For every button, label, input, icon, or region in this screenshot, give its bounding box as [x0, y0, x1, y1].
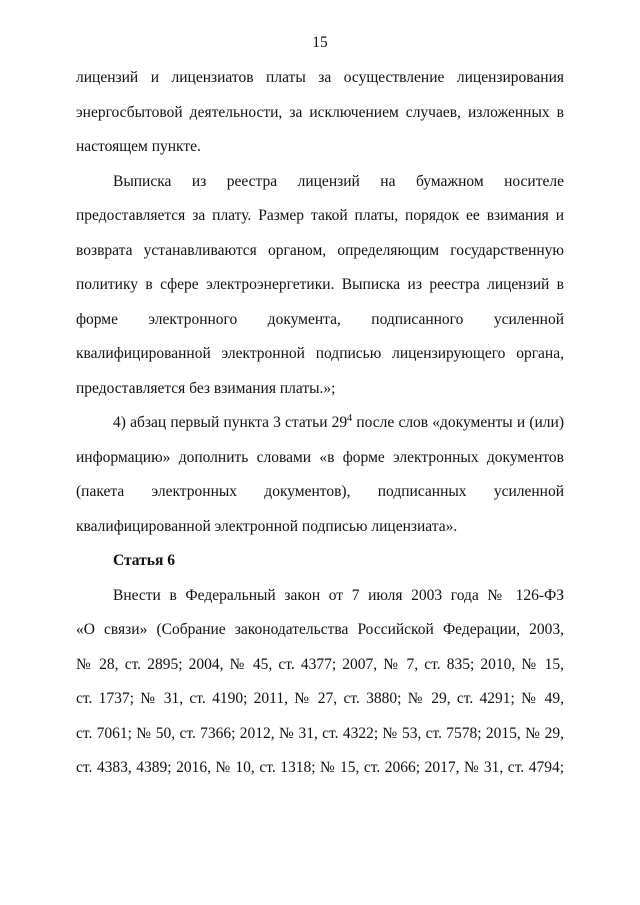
superscript-number: 4 — [347, 412, 353, 424]
paragraph-2-line-2: предоставляется за плату. Размер такой платы, порядок ее взимания и — [76, 207, 564, 224]
paragraph-2-line-5: форме электронного документа, подписанного усиленной — [76, 311, 564, 328]
paragraph-2-line-1: Выписка из реестра лицензий на бумажном носителе — [113, 173, 564, 190]
paragraph-3-line-2: информацию» дополнить словами «в форме электронных документов — [76, 449, 564, 466]
paragraph-3-line-1 — [113, 413, 564, 433]
paragraph-2-line-7: предоставляется без взимания платы.»; — [76, 380, 336, 397]
paragraph-2-line-6: квалифицированной электронной подписью лицензирующего органа, — [76, 345, 564, 362]
paragraph-2-line-3: возврата устанавливаются органом, определяющим государственную — [76, 242, 564, 259]
paragraph-1-line-3: настоящем пункте. — [76, 138, 201, 155]
page-number: 15 — [312, 34, 328, 51]
paragraph-1-line-2: энергосбытовой деятельности, за исключением случаев, изложенных в — [76, 104, 564, 121]
paragraph-4-line-3: № 28, ст. 2895; 2004, № 45, ст. 4377; 2007, № 7, ст. 835; 2010, № 15, — [76, 656, 564, 673]
paragraph-4-line-2: «О связи» (Собрание законодательства Российской Федерации, 2003, — [76, 621, 564, 638]
paragraph-4-line-5: ст. 7061; № 50, ст. 7366; 2012, № 31, ст. 4322; № 53, ст. 7578; 2015, № 29, — [76, 725, 564, 742]
paragraph-1-line-1: лицензий и лицензиатов платы за осуществление лицензирования — [76, 69, 564, 86]
paragraph-3-line-4: квалифицированной электронной подписью лицензиата». — [76, 518, 458, 535]
paragraph-2-line-4: политику в сфере электроэнергетики. Выписка из реестра лицензий в — [76, 276, 564, 293]
paragraph-3-line-1-start: 4) абзац первый пункта 3 статьи 29 — [113, 414, 348, 431]
paragraph-3-line-1-end: после слов «документы и (или) — [352, 414, 564, 431]
paragraph-4-line-6: ст. 4383, 4389; 2016, № 10, ст. 1318; № 15, ст. 2066; 2017, № 31, ст. 4794; — [76, 759, 564, 776]
paragraph-4-line-4: ст. 1737; № 31, ст. 4190; 2011, № 27, ст. 3880; № 29, ст. 4291; № 49, — [76, 690, 564, 707]
paragraph-3-line-3: (пакета электронных документов), подписанных усиленной — [76, 483, 564, 500]
paragraph-4-line-1: Внести в Федеральный закон от 7 июля 2003 года № 126-ФЗ — [113, 587, 564, 604]
article-heading: Статья 6 — [113, 552, 175, 569]
